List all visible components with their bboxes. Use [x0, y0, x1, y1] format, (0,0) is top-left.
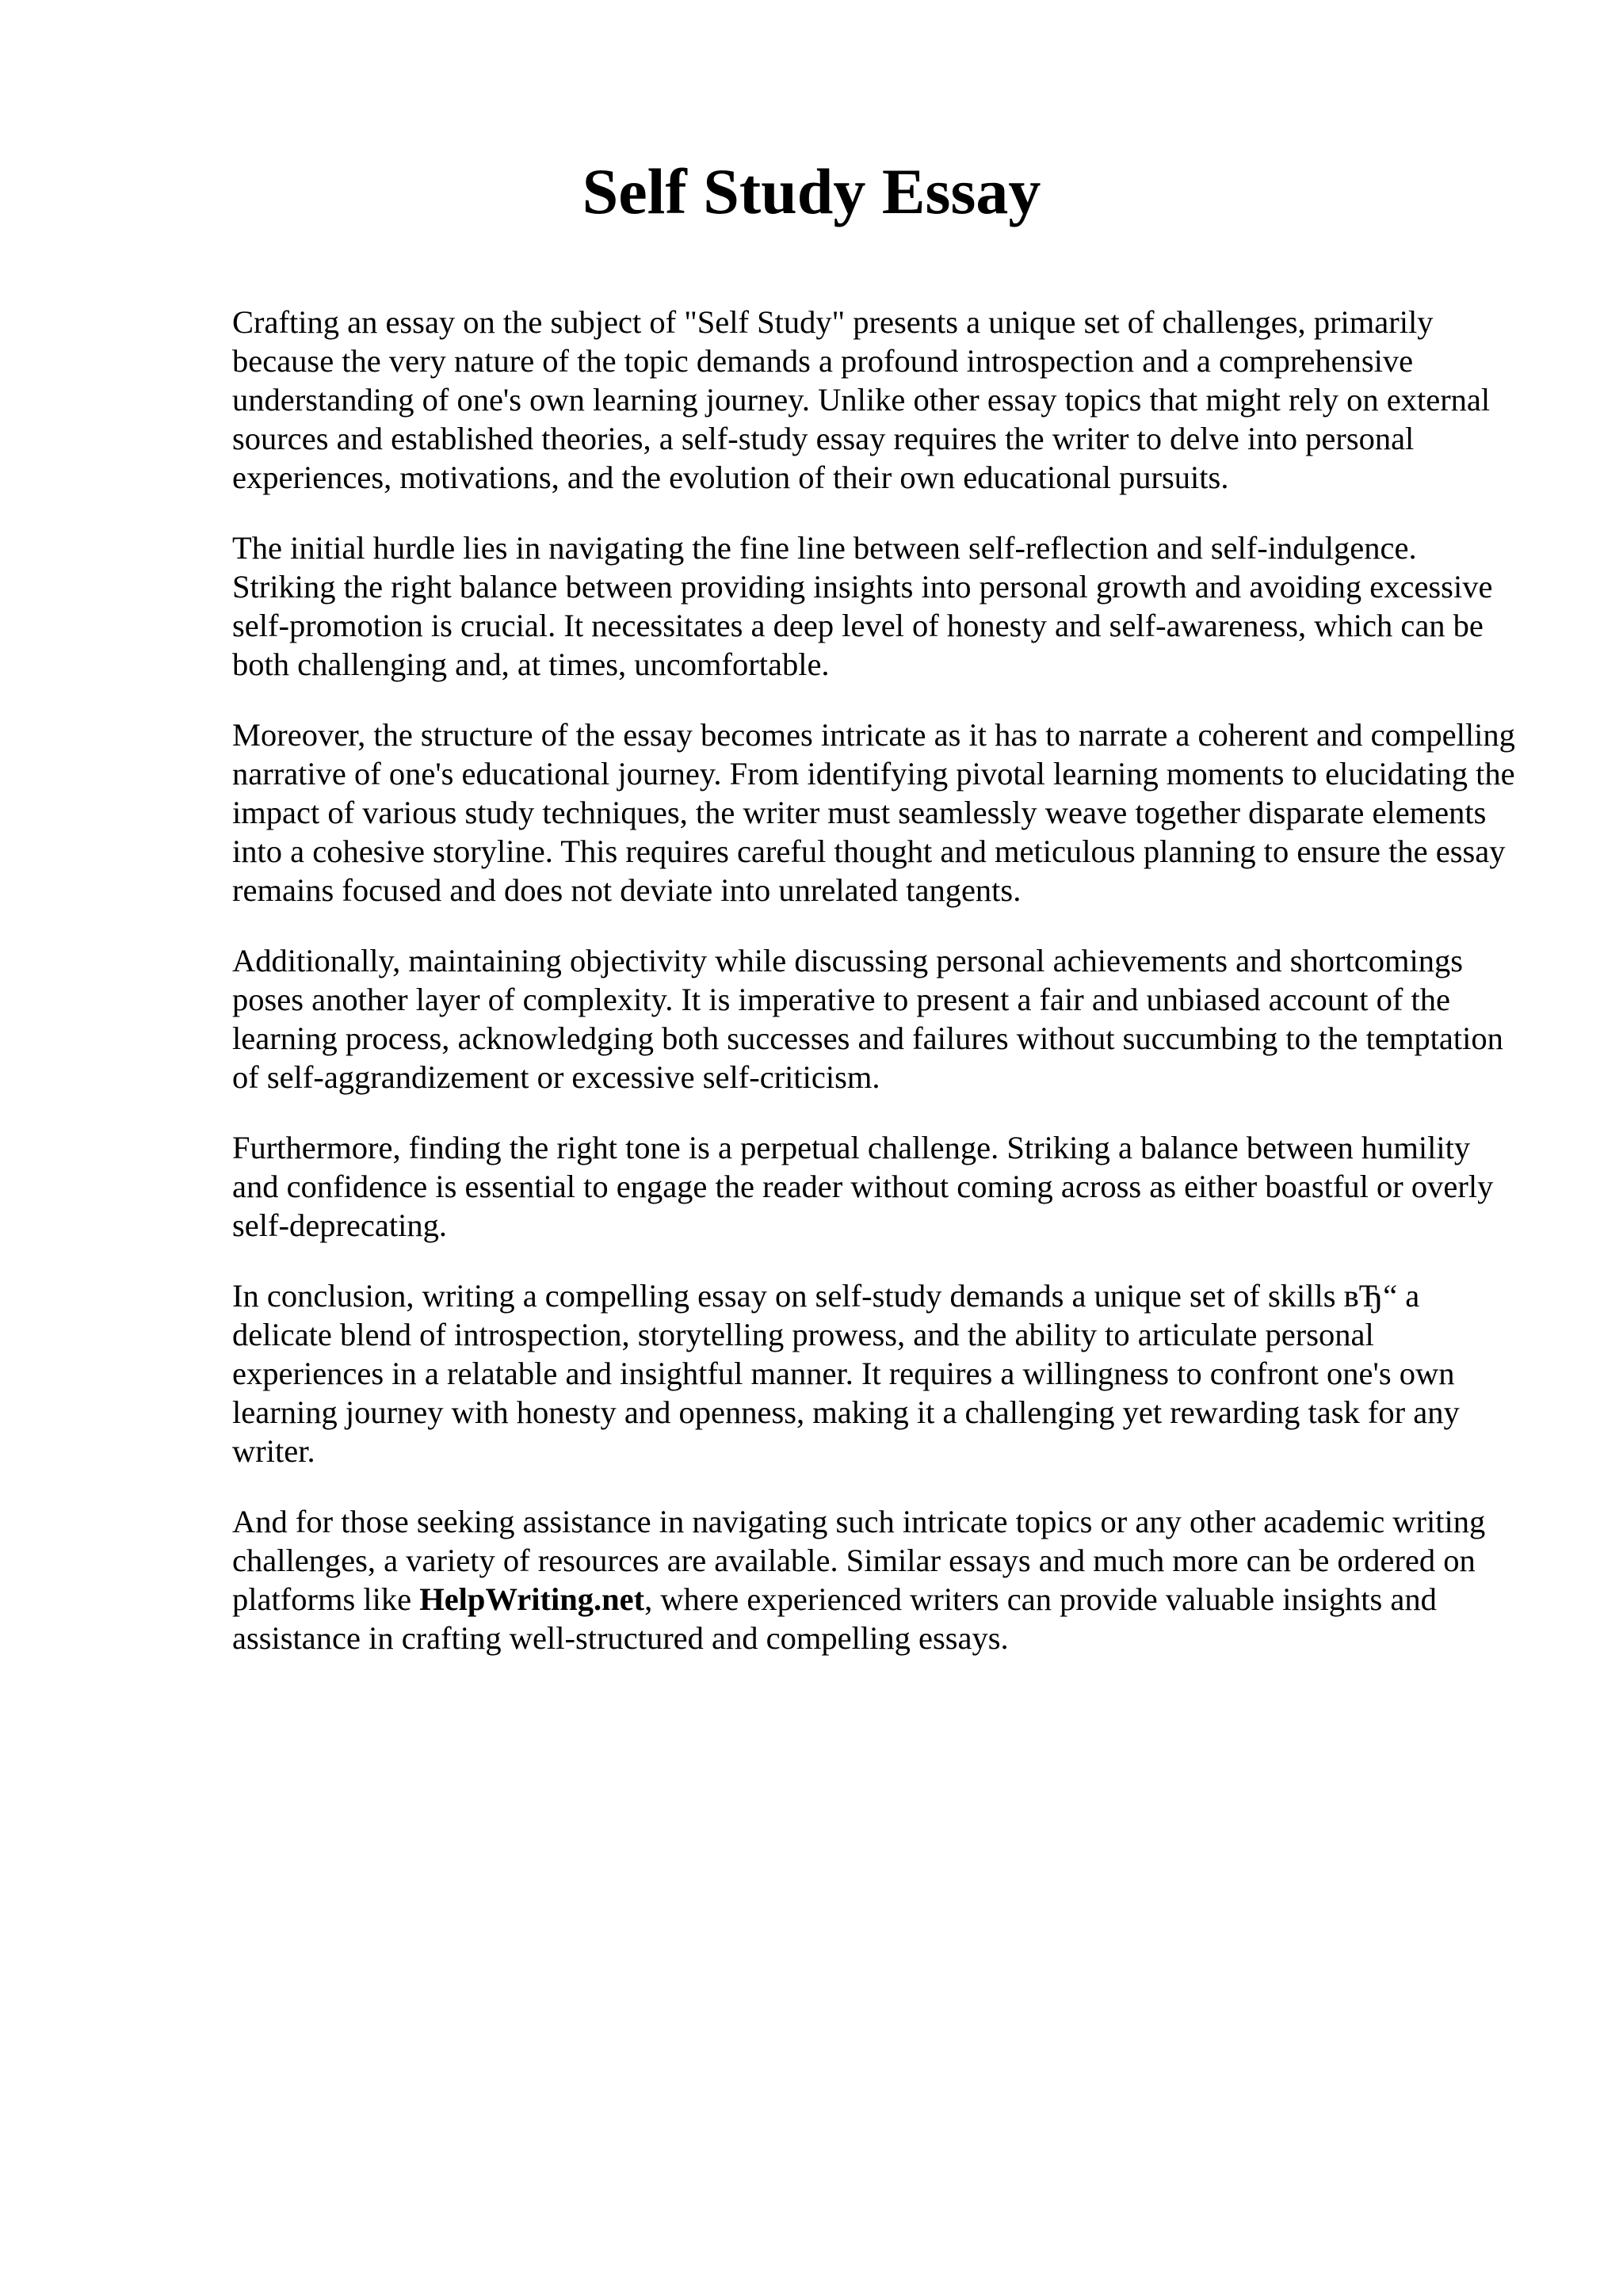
paragraph-structure: Moreover, the structure of the essay becomes intricate as it has to narrate a coherent and compelling narrative of one's educational journey. From identifying pivotal learning moments to elucidating the impact of various study techniques, the writer must seamlessly weave together disparate elements into a cohesive storyline. This requires careful thought and meticulous planning to ensure the essay remains focused and does not deviate into unrelated tangents.	[232, 717, 1515, 908]
essay-body	[232, 303, 1516, 1657]
closing-text-after: , where experienced writers can provide valuable insights and assistance in crafting well-structured and compelling essays.	[232, 1581, 1437, 1656]
closing-text-before: And for those seeking assistance in navigating such intricate topics or any other academic writing challenges, a variety of resources are available. Similar essays and much more can be ordered on platforms like	[232, 1504, 1486, 1617]
paragraph-initial-hurdle: The initial hurdle lies in navigating the fine line between self-reflection and self-indulgence. Striking the right balance between providing insights into personal growth and avoiding excessive self-promotion is crucial. It necessitates a deep level of honesty and self-awareness, which can be both challenging and, at times, uncomfortable.	[232, 530, 1493, 682]
paragraph-closing	[232, 1502, 1516, 1657]
paragraph-tone: Furthermore, finding the right tone is a perpetual challenge. Striking a balance between humility and confidence is essential to engage the reader without coming across as either boastful or overly self-deprecating.	[232, 1130, 1494, 1243]
helpwriting-brand: HelpWriting.net	[419, 1581, 645, 1617]
paragraph-conclusion: In conclusion, writing a compelling essay on self-study demands a unique set of skills вЂ“ a delicate blend of introspection, storytelling prowess, and the ability to articulate personal experiences in a relatable and insightful manner. It requires a willingness to confront one's own learning journey with honesty and openness, making it a challenging yet rewarding task for any writer.	[232, 1278, 1460, 1469]
document-title: Self Study Essay	[582, 155, 1041, 227]
paragraph-intro: Crafting an essay on the subject of "Self Study" presents a unique set of challenges, primarily because the very nature of the topic demands a profound introspection and a comprehensive understanding of one's own learning journey. Unlike other essay topics that might rely on external sources and established theories, a self-study essay requires the writer to delve into personal experiences, motivations, and the evolution of their own educational pursuits.	[232, 304, 1491, 495]
paragraph-objectivity: Additionally, maintaining objectivity while discussing personal achievements and shortcomings poses another layer of complexity. It is imperative to present a fair and unbiased account of the learning process, acknowledging both successes and failures without succumbing to the temptation of self-aggrandizement or excessive self-criticism.	[232, 943, 1503, 1095]
